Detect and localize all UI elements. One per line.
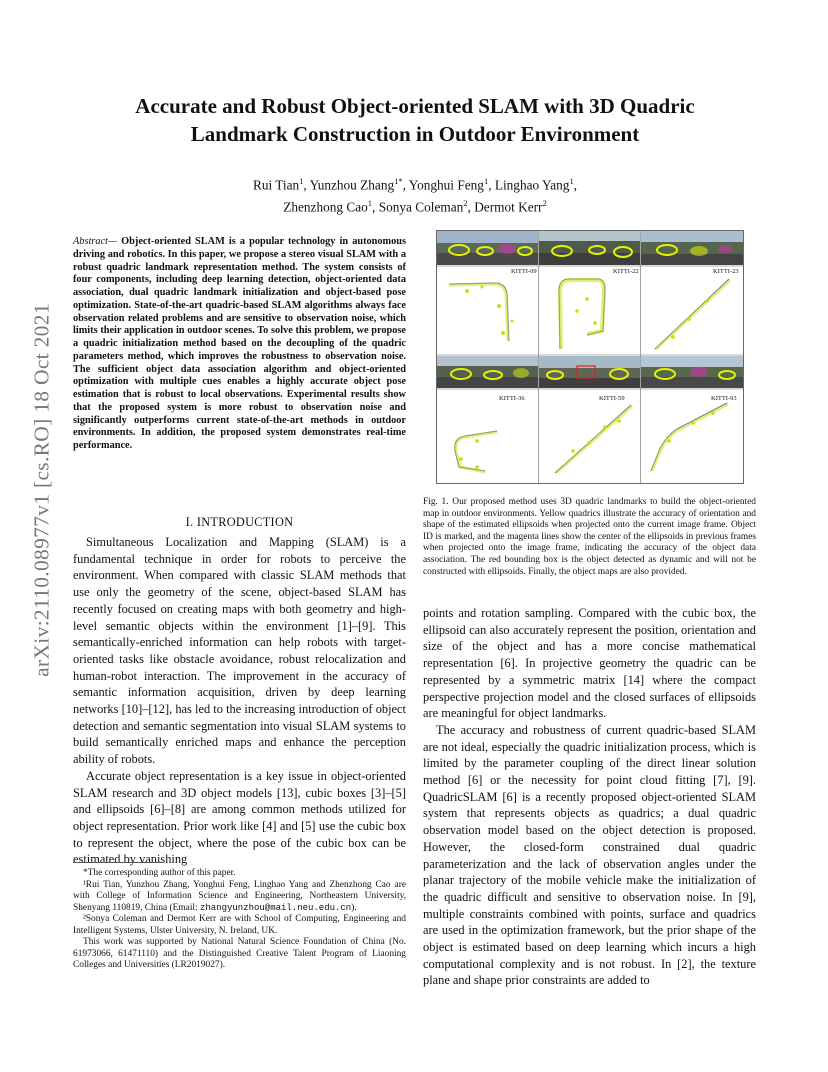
- abstract-text: Object-oriented SLAM is a popular technology in autonomous driving and robotics. In this paper, we propose a stereo visual SLAM with a robust quadric landmark representation method. The system consists of four components, including deep learning detection, object-oriented data association, dual quadric landmark initialization and object-based pose optimization. State-of-the-art quadric-based SLAM algorithms always face observation related problems and are sensitive to observation noise, which limits their application in outdoor scenes. To solve this problem, we propose a quadric initialization method based on the decoupling of the quadric parameters method, which improves the robustness to observation noise. The sufficient object data association algorithm and object-oriented optimization with multiple cues enables a highly accurate object pose estimation that is robust to local observations. Experimental results show that the proposed system is more robust to observation noise and significantly outperforms current state-of-the-art methods in outdoor environments. In addition, the proposed system demonstrates real-time performance.: [73, 236, 407, 451]
- panel-label: KITTI-93: [711, 395, 737, 402]
- trajectory-map: [559, 279, 605, 349]
- trajectory-map: [449, 283, 514, 341]
- footnote-funding: This work was supported by National Natural Science Foundation of China (No. 61973066, 61471110) and the Distinguished Creative Talent Program of Liaoning Colleges and Universities (LR2019027).: [73, 937, 406, 970]
- paragraph: points and rotation sampling. Compared with the cubic box, the ellipsoid can also accurately represent the position, orientation and size of the object and has a more concise mathematical representation [6]. In projective geometry the quadric can be represented by a symmetric matrix [14] where the compact perspective projection model and the closed surfaces of ellipsoids are meaningful for object landmarks.: [423, 606, 756, 721]
- camera-image: [539, 356, 640, 388]
- author: Yunzhou Zhang: [309, 177, 395, 193]
- author: Rui Tian: [252, 177, 300, 193]
- author-line-2: Zhenzhong Cao$^1$, Sonya Coleman$^2$, Dermot Kerr$^2$: [283, 198, 547, 215]
- footnote-affiliation-1: [73, 880, 406, 915]
- figure-caption: Fig. 1. Our proposed method uses 3D quadric landmarks to build the object-oriented map in outdoor environments. Yellow quadrics illustrate the accuracy of orientation and shape of the estimated ellipsoids when projected onto the current image frame. Object ID is marked, and the magenta lines show the center of the ellipsoids in previous frames when projected onto the image frame, indicating the accuracy of the object data association. The red bounding box is the object detected as dynamic and will not be constructed with ellipsoids. Finally, the object maps are also provided.: [423, 497, 756, 577]
- author: Linghao Yang: [494, 177, 570, 193]
- author-affil: 1: [569, 176, 574, 186]
- author-affil: 2: [463, 198, 468, 209]
- author: Yonghui Feng: [408, 177, 484, 193]
- panel-label: KITTI-59: [599, 395, 625, 402]
- figure-1-graphic: [437, 231, 743, 483]
- paragraph: Accurate object representation is a key issue in object-oriented SLAM research and 3D object models [13], cubic boxes [3]–[5] and ellipsoids [6]–[8] are among common methods utilized for object representation. Prior work like [4] and [5] use the cubic box to represent the object, where the pose of the cubic box can be estimated by vanishing: [73, 768, 406, 867]
- panel-label: KITTI-09: [511, 268, 537, 275]
- author-affil: 1: [299, 176, 304, 186]
- camera-image: [437, 231, 538, 265]
- camera-image: [539, 231, 640, 265]
- author-affil: 1: [367, 198, 373, 209]
- author: Sonya Coleman: [378, 199, 464, 215]
- author-list: [150, 172, 680, 217]
- footnote-corresponding: *The corresponding author of this paper.: [83, 868, 236, 878]
- author-affil: 2: [542, 198, 547, 209]
- paper-title: Accurate and Robust Object-oriented SLAM with 3D Quadric Landmark Construction in Outdoor Environment: [135, 94, 695, 146]
- author: Dermot Kerr: [474, 199, 543, 215]
- trajectory-map: [651, 403, 728, 471]
- camera-image: [641, 231, 743, 265]
- trajectory-map: [455, 431, 497, 472]
- footnote-affiliation-2: ²Sonya Coleman and Dermot Kerr are with School of Computing, Engineering and Intelligent Systems, Ulster University, N. Ireland, UK.: [73, 914, 406, 936]
- footnotes: [73, 868, 406, 972]
- panel-label: KITTI-36: [499, 395, 525, 402]
- footnote-affiliation-1-text: ¹Rui Tian, Yunzhou Zhang, Yonghui Feng, Linghao Yang and Zhenzhong Cao are with College of Information Science and Engineering, Northeastern University, Shenyang 110819, China (Email:: [73, 879, 406, 913]
- footnote-affiliation-1-end: ).: [351, 902, 357, 913]
- author-affil: 1*: [394, 176, 403, 186]
- panel-label: KITTI-23: [713, 268, 739, 275]
- section-heading-introduction: I. INTRODUCTION: [185, 515, 294, 529]
- author-affil: 1: [483, 176, 489, 186]
- camera-image: [437, 356, 538, 388]
- paragraph: The accuracy and robustness of current quadric-based SLAM are not ideal, especially the quadric initialization process, which is limited by the parameter coupling of the direct linear solution method [6] or the necessity for point cloud fitting [7], [9]. QuadricSLAM [6] is a recently proposed object-oriented SLAM system that represents objects as quadrics; a dual quadric observation model based on the object detection is proposed. However, the closed-form constrained dual quadric parameterization and the lack of observation angles under the planar trajectory of the mobile vehicle make the initialization of the quadric difficult and sensitive to observation noise. In [9], multiple constraints combined with points, surface and quadrics are used in the optimization framework, but the prior shape of the object is estimated based on deep learning which incurs a high computational complexity and is not robust. In [2], the texture plane and shape prior constraints are added to: [423, 722, 756, 988]
- arxiv-stamp-text: arXiv:2110.08977v1 [cs.RO] 18 Oct 2021: [29, 303, 54, 677]
- author: Zhenzhong Cao: [283, 199, 368, 215]
- author-line-1: Rui Tian$^1$, Yunzhou Zhang$^{1*}$, Yonghui Feng$^1$, Linghao Yang$^1$,: [252, 176, 578, 193]
- panel-label: KITTI-22: [613, 268, 639, 275]
- right-column-body: [423, 605, 756, 989]
- abstract: [73, 236, 406, 453]
- figure-1: [436, 230, 744, 484]
- left-column-body: [73, 534, 406, 868]
- paragraph: Simultaneous Localization and Mapping (SLAM) is a fundamental technique in order for robots to perceive the environment. When compared with classic SLAM methods that use only the geometry of the scene, object-based SLAM has recently focused on creating maps with both geometry and high-level semantic objects within the environment [1]–[9]. This semantically-enriched information can help robots with target-oriented tasks like obstacle avoidance, robust relocalization and human-robot interaction. The improvement in the accuracy of semantic information acquisition, driven by deep learning networks [10]–[12], has led to the increasing introduction of object detection and semantic segmentation into visual SLAM systems to build semantically enriched maps and enhance the perception ability of robots.: [73, 535, 406, 767]
- trajectory-map: [655, 279, 730, 349]
- camera-image: [641, 356, 743, 388]
- trajectory-map: [555, 405, 632, 473]
- arxiv-stamp: [22, 290, 62, 690]
- abstract-lead: Abstract—: [73, 236, 118, 247]
- footnote-rule: [73, 862, 163, 863]
- email-link[interactable]: zhangyunzhou@mail.neu.edu.cn: [199, 902, 352, 913]
